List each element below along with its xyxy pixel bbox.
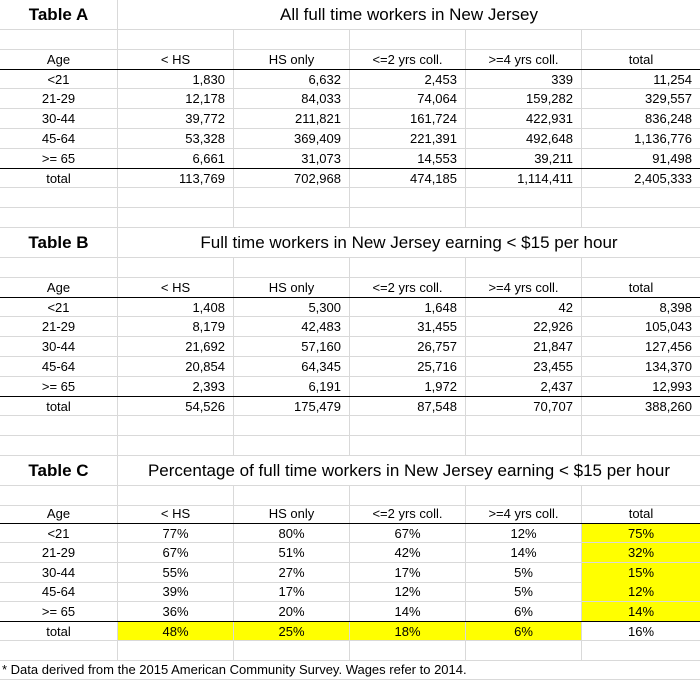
total-value[interactable]: 113,769 (118, 169, 234, 188)
blank-row (0, 436, 700, 456)
col-header-ge4-coll[interactable]: >=4 yrs coll. (466, 50, 582, 70)
col-header-total[interactable]: total (582, 50, 700, 70)
value-cell[interactable]: 6,632 (234, 70, 350, 89)
highlighted-total-cell[interactable]: 75% (582, 524, 700, 543)
value-cell[interactable]: 20,854 (118, 357, 234, 377)
pct-cell[interactable]: 14% (466, 543, 582, 563)
value-cell[interactable]: 21,692 (118, 337, 234, 357)
value-cell[interactable]: 6,191 (234, 377, 350, 397)
table-b-label[interactable]: Table B (0, 228, 118, 258)
total-cell[interactable]: 1,136,776 (582, 129, 700, 149)
highlighted-total-value[interactable]: 18% (350, 622, 466, 641)
highlighted-total-value[interactable]: 48% (118, 622, 234, 641)
grand-total[interactable]: 388,260 (582, 397, 700, 416)
total-value[interactable]: 70,707 (466, 397, 582, 416)
total-cell[interactable]: 836,248 (582, 109, 700, 129)
pct-cell[interactable]: 36% (118, 602, 234, 622)
highlighted-total-cell[interactable]: 14% (582, 602, 700, 622)
pct-cell[interactable]: 27% (234, 563, 350, 583)
blank-row (0, 258, 700, 278)
value-cell[interactable]: 1,648 (350, 298, 466, 317)
total-row (0, 621, 700, 641)
table-row (0, 523, 700, 543)
age-cell[interactable]: <21 (0, 524, 118, 543)
col-header-ge4-coll[interactable]: >=4 yrs coll. (466, 278, 582, 298)
value-cell[interactable]: 422,931 (466, 109, 582, 129)
col-header-lt-hs[interactable]: < HS (118, 50, 234, 70)
value-cell[interactable]: 1,972 (350, 377, 466, 397)
value-cell[interactable]: 22,926 (466, 317, 582, 337)
pct-cell[interactable]: 39% (118, 582, 234, 602)
col-header-total[interactable]: total (582, 504, 700, 524)
age-cell[interactable]: 45-64 (0, 129, 118, 149)
col-header-hs-only[interactable]: HS only (234, 50, 350, 70)
value-cell[interactable]: 42 (466, 298, 582, 317)
value-cell[interactable]: 5,300 (234, 298, 350, 317)
value-cell[interactable]: 25,716 (350, 357, 466, 377)
table-b-title-row (0, 228, 700, 258)
pct-cell[interactable]: 12% (466, 524, 582, 543)
total-cell[interactable]: 8,398 (582, 298, 700, 317)
pct-cell[interactable]: 5% (466, 563, 582, 583)
value-cell[interactable]: 31,455 (350, 317, 466, 337)
value-cell[interactable]: 159,282 (466, 89, 582, 109)
blank-row (0, 208, 700, 228)
col-header-le2-coll[interactable]: <=2 yrs coll. (350, 278, 466, 298)
total-cell[interactable]: 329,557 (582, 89, 700, 109)
age-cell[interactable]: >= 65 (0, 149, 118, 169)
age-cell[interactable]: 21-29 (0, 89, 118, 109)
pct-cell[interactable]: 6% (466, 602, 582, 622)
total-value[interactable]: 87,548 (350, 397, 466, 416)
value-cell[interactable]: 42,483 (234, 317, 350, 337)
col-header-hs-only[interactable]: HS only (234, 278, 350, 298)
pct-cell[interactable]: 12% (350, 582, 466, 602)
value-cell[interactable]: 31,073 (234, 149, 350, 169)
table-b-header-row (0, 278, 700, 298)
highlighted-total-cell[interactable]: 32% (582, 543, 700, 563)
value-cell[interactable]: 39,211 (466, 149, 582, 169)
value-cell[interactable]: 369,409 (234, 129, 350, 149)
table-row (0, 69, 700, 89)
age-cell[interactable]: 21-29 (0, 317, 118, 337)
total-label[interactable]: total (0, 169, 118, 188)
pct-cell[interactable]: 14% (350, 602, 466, 622)
age-cell[interactable]: 30-44 (0, 337, 118, 357)
age-cell[interactable]: 45-64 (0, 357, 118, 377)
age-cell[interactable]: <21 (0, 298, 118, 317)
total-value[interactable]: 702,968 (234, 169, 350, 188)
col-header-age[interactable]: Age (0, 278, 118, 298)
value-cell[interactable]: 12,178 (118, 89, 234, 109)
value-cell[interactable]: 2,437 (466, 377, 582, 397)
pct-cell[interactable]: 5% (466, 582, 582, 602)
footnote-row (0, 660, 700, 680)
table-row (0, 109, 700, 129)
table-a-title-row (0, 0, 700, 30)
footnote[interactable]: * Data derived from the 2015 American Community Survey. Wages refer to 2014. (0, 660, 700, 680)
pct-cell[interactable]: 80% (234, 524, 350, 543)
table-c-header-row (0, 504, 700, 524)
value-cell[interactable]: 211,821 (234, 109, 350, 129)
table-row (0, 377, 700, 397)
col-header-lt-hs[interactable]: < HS (118, 278, 234, 298)
value-cell[interactable]: 2,393 (118, 377, 234, 397)
highlighted-total-cell[interactable]: 15% (582, 563, 700, 583)
value-cell[interactable]: 53,328 (118, 129, 234, 149)
table-row (0, 543, 700, 563)
age-cell[interactable]: 21-29 (0, 543, 118, 563)
total-value[interactable]: 54,526 (118, 397, 234, 416)
total-value[interactable]: 474,185 (350, 169, 466, 188)
table-a-header-row (0, 50, 700, 70)
table-row (0, 582, 700, 602)
total-cell[interactable]: 12,993 (582, 377, 700, 397)
value-cell[interactable]: 2,453 (350, 70, 466, 89)
table-row (0, 317, 700, 337)
total-label[interactable]: total (0, 397, 118, 416)
pct-cell[interactable]: 67% (350, 524, 466, 543)
value-cell[interactable]: 74,064 (350, 89, 466, 109)
blank-row (0, 188, 700, 208)
age-cell[interactable]: 30-44 (0, 109, 118, 129)
value-cell[interactable]: 1,408 (118, 298, 234, 317)
col-header-le2-coll[interactable]: <=2 yrs coll. (350, 504, 466, 524)
value-cell[interactable]: 1,830 (118, 70, 234, 89)
col-header-lt-hs[interactable]: < HS (118, 504, 234, 524)
pct-cell[interactable]: 55% (118, 563, 234, 583)
total-value[interactable]: 1,114,411 (466, 169, 582, 188)
value-cell[interactable]: 8,179 (118, 317, 234, 337)
table-b-title[interactable]: Full time workers in New Jersey earning < $15 per hour (118, 228, 700, 258)
total-cell[interactable]: 91,498 (582, 149, 700, 169)
table-row (0, 602, 700, 622)
pct-cell[interactable]: 17% (350, 563, 466, 583)
value-cell[interactable]: 23,455 (466, 357, 582, 377)
pct-cell[interactable]: 77% (118, 524, 234, 543)
total-row (0, 396, 700, 416)
pct-cell[interactable]: 17% (234, 582, 350, 602)
table-row (0, 337, 700, 357)
value-cell[interactable]: 14,553 (350, 149, 466, 169)
grand-total[interactable]: 2,405,333 (582, 169, 700, 188)
value-cell[interactable]: 39,772 (118, 109, 234, 129)
total-cell[interactable]: 134,370 (582, 357, 700, 377)
value-cell[interactable]: 161,724 (350, 109, 466, 129)
pct-cell[interactable]: 51% (234, 543, 350, 563)
table-a-label[interactable]: Table A (0, 0, 118, 30)
value-cell[interactable]: 339 (466, 70, 582, 89)
total-label[interactable]: total (0, 622, 118, 641)
total-cell[interactable]: 11,254 (582, 70, 700, 89)
table-c-title-row (0, 456, 700, 486)
age-cell[interactable]: 45-64 (0, 582, 118, 602)
highlighted-total-cell[interactable]: 12% (582, 582, 700, 602)
value-cell[interactable]: 221,391 (350, 129, 466, 149)
table-row (0, 89, 700, 109)
age-cell[interactable]: <21 (0, 70, 118, 89)
age-cell[interactable]: >= 65 (0, 602, 118, 622)
total-row (0, 168, 700, 188)
highlighted-total-value[interactable]: 6% (466, 622, 582, 641)
pct-cell[interactable]: 20% (234, 602, 350, 622)
age-cell[interactable]: >= 65 (0, 377, 118, 397)
blank-row (0, 486, 700, 506)
value-cell[interactable]: 6,661 (118, 149, 234, 169)
age-cell[interactable]: 30-44 (0, 563, 118, 583)
table-row (0, 149, 700, 169)
table-row (0, 357, 700, 377)
value-cell[interactable]: 84,033 (234, 89, 350, 109)
value-cell[interactable]: 21,847 (466, 337, 582, 357)
col-header-age[interactable]: Age (0, 50, 118, 70)
table-row (0, 129, 700, 149)
pct-cell[interactable]: 67% (118, 543, 234, 563)
total-cell[interactable]: 127,456 (582, 337, 700, 357)
table-c-label[interactable]: Table C (0, 456, 118, 486)
blank-row (0, 30, 700, 50)
highlighted-total-value[interactable]: 25% (234, 622, 350, 641)
pct-cell[interactable]: 42% (350, 543, 466, 563)
col-header-age[interactable]: Age (0, 504, 118, 524)
blank-row (0, 641, 700, 661)
col-header-le2-coll[interactable]: <=2 yrs coll. (350, 50, 466, 70)
col-header-ge4-coll[interactable]: >=4 yrs coll. (466, 504, 582, 524)
table-row (0, 297, 700, 317)
value-cell[interactable]: 57,160 (234, 337, 350, 357)
value-cell[interactable]: 492,648 (466, 129, 582, 149)
total-cell[interactable]: 105,043 (582, 317, 700, 337)
total-value[interactable]: 175,479 (234, 397, 350, 416)
blank-row (0, 416, 700, 436)
table-c-title[interactable]: Percentage of full time workers in New Jersey earning < $15 per hour (118, 456, 700, 486)
table-row (0, 563, 700, 583)
value-cell[interactable]: 26,757 (350, 337, 466, 357)
col-header-total[interactable]: total (582, 278, 700, 298)
value-cell[interactable]: 64,345 (234, 357, 350, 377)
grand-total[interactable]: 16% (582, 622, 700, 641)
col-header-hs-only[interactable]: HS only (234, 504, 350, 524)
table-a-title[interactable]: All full time workers in New Jersey (118, 0, 700, 30)
